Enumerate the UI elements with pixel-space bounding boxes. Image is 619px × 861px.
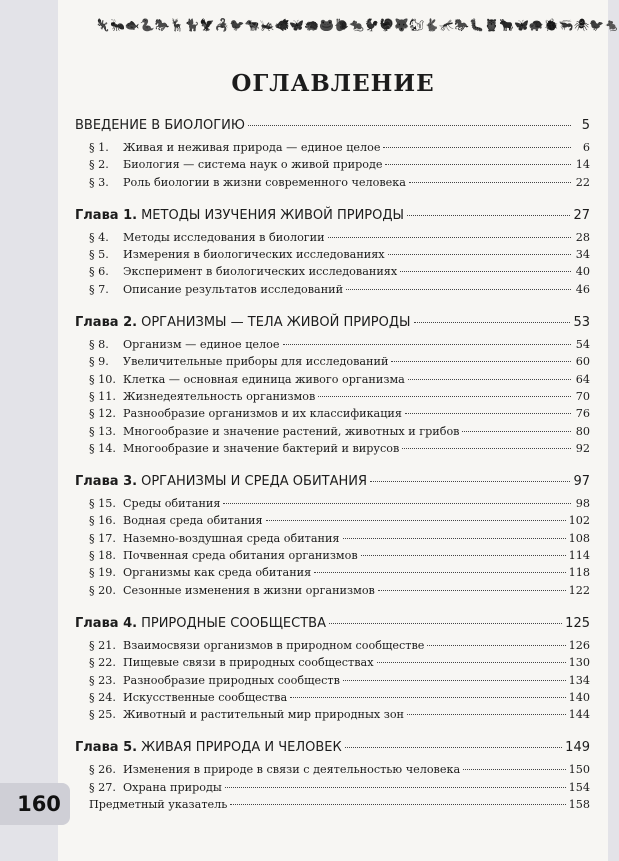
- section-page-number: 102: [568, 514, 590, 528]
- toc-entry[interactable]: [75, 514, 590, 531]
- section-number: § 14.: [89, 441, 116, 455]
- toc-entry[interactable]: [75, 373, 590, 390]
- chapter-heading[interactable]: [75, 740, 590, 761]
- toc-entry[interactable]: [75, 248, 590, 265]
- section-number: § 2.: [89, 158, 109, 172]
- page-title: ОГЛАВЛЕНИЕ: [231, 70, 435, 97]
- animal-silhouette-icon: 🦋: [289, 18, 305, 32]
- section-title: Многообразие и значение бактерий и вирусов: [123, 441, 400, 455]
- section-page-number: 118: [568, 566, 590, 580]
- section-page-number: 80: [575, 424, 590, 438]
- animal-silhouette-icon: 🐺: [394, 18, 410, 32]
- chapter-page-number: 149: [565, 740, 590, 756]
- section-title: Клетка — основная единица живого организма: [123, 372, 405, 386]
- section-page-number: 158: [568, 798, 590, 812]
- section-title: Увеличительные приборы для исследований: [123, 355, 389, 369]
- section-title: Жизнедеятельность организмов: [123, 389, 316, 403]
- section-page-number: 126: [568, 638, 590, 652]
- section-number: § 18.: [89, 549, 116, 563]
- toc-entry[interactable]: [75, 656, 590, 673]
- section-page-number: 130: [568, 656, 590, 670]
- animal-silhouette-icon: 🕷: [573, 18, 590, 32]
- chapter-heading[interactable]: [75, 616, 590, 637]
- toc-chapter: [75, 740, 590, 815]
- animal-silhouette-icon: 🦗: [259, 18, 275, 32]
- section-title: Почвенная среда обитания организмов: [123, 549, 358, 563]
- section-number: § 12.: [89, 407, 116, 421]
- toc-entry[interactable]: [75, 283, 590, 300]
- section-page-number: 150: [568, 763, 590, 777]
- animal-silhouette-icon: 🐎: [454, 18, 470, 32]
- section-title: Описание результатов исследований: [123, 282, 344, 296]
- decorative-animal-strip: [95, 14, 619, 36]
- section-page-number: 114: [568, 549, 590, 563]
- toc-entry[interactable]: [75, 442, 590, 459]
- section-number: § 15.: [89, 497, 116, 511]
- dot-leader: [230, 804, 565, 805]
- section-number: § 7.: [89, 282, 109, 296]
- section-title: Роль биологии в жизни современного человека: [123, 175, 406, 189]
- section-number: § 10.: [89, 372, 116, 386]
- dot-leader: [427, 645, 565, 646]
- animal-silhouette-icon: 🐁: [603, 18, 619, 32]
- section-title: Водная среда обитания: [123, 514, 263, 528]
- toc-entry[interactable]: [75, 497, 590, 514]
- animal-silhouette-icon: 🐸: [319, 18, 335, 32]
- dot-leader: [345, 747, 562, 748]
- section-page-number: 22: [575, 175, 590, 189]
- section-number: § 1.: [89, 141, 109, 154]
- animal-silhouette-icon: 🦅: [199, 18, 215, 32]
- section-page-number: 60: [575, 355, 590, 369]
- section-page-number: 108: [568, 531, 590, 545]
- chapter-heading[interactable]: [75, 474, 590, 495]
- section-number: § 21.: [89, 638, 116, 652]
- chapter-prefix: Глава 1.: [75, 207, 138, 223]
- dot-leader: [407, 714, 566, 715]
- toc-entry[interactable]: [75, 425, 590, 442]
- dot-leader: [463, 769, 566, 770]
- toc-entry[interactable]: [75, 708, 590, 725]
- section-page-number: 40: [575, 265, 590, 279]
- dot-leader: [328, 237, 571, 238]
- animal-silhouette-icon: 🦉: [484, 18, 500, 32]
- section-title: Охрана природы: [123, 780, 222, 794]
- section-title: Измерения в биологических исследованиях: [123, 248, 385, 262]
- animal-silhouette-icon: 🐀: [349, 18, 365, 32]
- animal-silhouette-icon: 🐍: [139, 18, 155, 32]
- section-title: Взаимосвязи организмов в природном сообществе: [123, 638, 425, 652]
- section-number: § 20.: [89, 583, 116, 597]
- animal-silhouette-icon: 🦌: [169, 18, 185, 32]
- section-number: § 4.: [89, 230, 109, 244]
- section-number: § 16.: [89, 514, 116, 528]
- dot-leader: [385, 164, 571, 165]
- toc-entry[interactable]: [75, 674, 590, 691]
- page-number-badge: 160: [8, 783, 70, 825]
- section-page-number: 6: [582, 141, 590, 154]
- animal-silhouette-icon: 🐞: [543, 18, 559, 32]
- section-number: § 26.: [89, 763, 116, 777]
- chapter-page-number: 5: [581, 118, 590, 133]
- section-number: § 3.: [89, 175, 109, 189]
- animal-silhouette-icon: 🐂: [499, 18, 514, 32]
- animal-silhouette-icon: 🐿: [409, 18, 425, 32]
- chapter-prefix: Глава 4.: [75, 615, 138, 631]
- chapter-page-number: 125: [565, 615, 590, 631]
- toc-entry[interactable]: [75, 176, 590, 193]
- dot-leader: [223, 503, 571, 504]
- section-number: § 17.: [89, 531, 116, 545]
- toc-entry[interactable]: [75, 355, 590, 372]
- chapter-title: ОРГАНИЗМЫ И СРЕДА ОБИТАНИЯ: [141, 474, 368, 490]
- animal-silhouette-icon: 🦟: [439, 18, 455, 32]
- section-number: § 22.: [89, 656, 116, 670]
- toc-chapter: [75, 118, 590, 193]
- toc-entry[interactable]: [75, 763, 590, 780]
- toc-entry[interactable]: [75, 549, 590, 566]
- dot-leader: [388, 254, 571, 255]
- toc-chapter: [75, 315, 590, 459]
- dot-leader: [409, 182, 571, 183]
- dot-leader: [346, 289, 571, 290]
- dot-leader: [266, 520, 566, 521]
- section-page-number: 54: [575, 338, 590, 352]
- chapter-heading[interactable]: [75, 315, 590, 336]
- animal-silhouette-icon: 🦎: [95, 18, 110, 32]
- section-page-number: 92: [575, 441, 590, 455]
- section-number: § 27.: [89, 780, 116, 794]
- section-number: § 19.: [89, 566, 116, 580]
- section-number: § 8.: [89, 338, 109, 352]
- chapter-prefix: Глава 2.: [75, 315, 138, 331]
- chapter-title: ВВЕДЕНИЕ В БИОЛОГИЮ: [75, 118, 245, 133]
- section-number: § 9.: [89, 355, 109, 369]
- dot-leader: [405, 413, 571, 414]
- section-title: Живая и неживая природа — единое целое: [123, 141, 381, 154]
- section-page-number: 134: [568, 673, 590, 687]
- section-title: Организм — единое целое: [123, 338, 280, 352]
- dot-leader: [391, 361, 571, 362]
- toc-chapter: [75, 208, 590, 300]
- dot-leader: [283, 344, 572, 345]
- chapter-prefix: Глава 5.: [75, 740, 138, 756]
- dot-leader: [225, 787, 566, 788]
- animal-silhouette-icon: 🐇: [424, 18, 440, 32]
- section-number: § 24.: [89, 690, 116, 704]
- chapter-page-number: 53: [573, 315, 590, 331]
- toc-entry[interactable]: [75, 265, 590, 282]
- section-title: Биология — система наук о живой природе: [123, 158, 383, 172]
- animal-silhouette-icon: 🐌: [334, 18, 350, 32]
- toc-entry[interactable]: [75, 584, 590, 601]
- section-page-number: 98: [575, 497, 590, 511]
- toc-entry[interactable]: [75, 691, 590, 708]
- section-page-number: 70: [575, 389, 590, 403]
- animal-silhouette-icon: 🐄: [244, 18, 260, 32]
- chapter-heading[interactable]: [75, 208, 590, 229]
- toc-entry[interactable]: [75, 231, 590, 248]
- animal-silhouette-icon: 🐢: [528, 18, 544, 32]
- toc-entry[interactable]: [75, 158, 590, 175]
- dot-leader: [343, 538, 566, 539]
- animal-silhouette-icon: 🦋: [513, 18, 529, 32]
- section-title: Разнообразие организмов и их классификация: [123, 407, 402, 421]
- animal-silhouette-icon: 🐟: [124, 18, 140, 32]
- animal-silhouette-icon: 🦃: [379, 18, 395, 32]
- section-title: Разнообразие природных сообществ: [123, 673, 340, 687]
- chapter-prefix: Глава 3.: [75, 474, 138, 490]
- dot-leader: [400, 271, 571, 272]
- section-title: Сезонные изменения в жизни организмов: [123, 583, 375, 597]
- section-page-number: 28: [575, 230, 590, 244]
- section-page-number: 154: [568, 780, 590, 794]
- dot-leader: [318, 396, 571, 397]
- dot-leader: [377, 662, 566, 663]
- chapter-page-number: 97: [573, 474, 590, 490]
- toc-chapter: [75, 474, 590, 601]
- section-title: Многообразие и значение растений, животных и грибов: [123, 424, 460, 438]
- dot-leader: [402, 448, 571, 449]
- animal-silhouette-icon: 🦂: [214, 18, 230, 32]
- section-number: § 11.: [89, 389, 116, 403]
- dot-leader: [248, 125, 571, 126]
- dot-leader: [370, 481, 570, 482]
- dot-leader: [408, 379, 571, 380]
- chapter-title: ОРГАНИЗМЫ — ТЕЛА ЖИВОЙ ПРИРОДЫ: [141, 315, 411, 331]
- animal-silhouette-icon: 🐈: [184, 18, 200, 32]
- chapter-title: ЖИВАЯ ПРИРОДА И ЧЕЛОВЕК: [141, 740, 342, 756]
- toc-entry[interactable]: [75, 141, 590, 158]
- toc-entry[interactable]: [75, 798, 590, 815]
- section-page-number: 64: [575, 372, 590, 386]
- dot-leader: [383, 147, 571, 148]
- toc-entry[interactable]: [75, 639, 590, 656]
- section-number: § 25.: [89, 708, 116, 722]
- chapter-title: МЕТОДЫ ИЗУЧЕНИЯ ЖИВОЙ ПРИРОДЫ: [141, 207, 405, 223]
- animal-silhouette-icon: 🐦: [229, 18, 245, 32]
- section-page-number: 144: [568, 708, 590, 722]
- section-title: Изменения в природе в связи с деятельностью человека: [123, 763, 461, 777]
- toc-entry[interactable]: [75, 338, 590, 355]
- chapter-heading[interactable]: [75, 118, 590, 139]
- toc-chapter: [75, 616, 590, 725]
- section-title: Эксперимент в биологических исследованиях: [123, 265, 398, 279]
- animal-silhouette-icon: 🐦: [589, 18, 604, 32]
- animal-silhouette-icon: 🐜: [109, 18, 125, 32]
- table-of-contents: [75, 118, 590, 830]
- section-number: § 13.: [89, 424, 116, 438]
- dot-leader: [361, 555, 566, 556]
- section-page-number: 122: [568, 583, 590, 597]
- section-number: § 5.: [89, 248, 109, 262]
- dot-leader: [462, 431, 571, 432]
- section-title: Наземно-воздушная среда обитания: [123, 531, 340, 545]
- animal-silhouette-icon: 🦔: [304, 18, 320, 32]
- animal-silhouette-icon: 🐗: [274, 18, 290, 32]
- section-title: Пищевые связи в природных сообществах: [123, 656, 374, 670]
- animal-silhouette-icon: 🐎: [154, 18, 170, 32]
- section-title: Искусственные сообщества: [123, 690, 288, 704]
- dot-leader: [329, 623, 562, 624]
- animal-silhouette-icon: 🦐: [558, 18, 574, 32]
- dot-leader: [407, 215, 570, 216]
- section-title: Предметный указатель: [89, 798, 228, 812]
- section-page-number: 76: [575, 407, 590, 421]
- section-title: Методы исследования в биологии: [123, 230, 325, 244]
- section-number: § 6.: [89, 265, 109, 279]
- dot-leader: [290, 697, 565, 698]
- dot-leader: [343, 680, 566, 681]
- section-title: Среды обитания: [123, 497, 221, 511]
- toc-entry[interactable]: [75, 781, 590, 798]
- toc-entry[interactable]: [75, 532, 590, 549]
- section-page-number: 34: [575, 248, 590, 262]
- chapter-page-number: 27: [573, 207, 590, 223]
- section-number: § 23.: [89, 673, 116, 687]
- section-page-number: 140: [568, 690, 590, 704]
- dot-leader: [414, 322, 571, 323]
- section-page-number: 46: [575, 282, 590, 296]
- toc-entry[interactable]: [75, 566, 590, 583]
- chapter-title: ПРИРОДНЫЕ СООБЩЕСТВА: [141, 615, 326, 631]
- section-title: Организмы как среда обитания: [123, 566, 312, 580]
- animal-silhouette-icon: 🐛: [469, 18, 485, 32]
- section-page-number: 14: [575, 158, 590, 172]
- toc-entry[interactable]: [75, 390, 590, 407]
- toc-entry[interactable]: [75, 407, 590, 424]
- dot-leader: [378, 590, 566, 591]
- dot-leader: [314, 572, 565, 573]
- section-title: Животный и растительный мир природных зон: [123, 708, 405, 722]
- animal-silhouette-icon: 🐓: [364, 18, 380, 32]
